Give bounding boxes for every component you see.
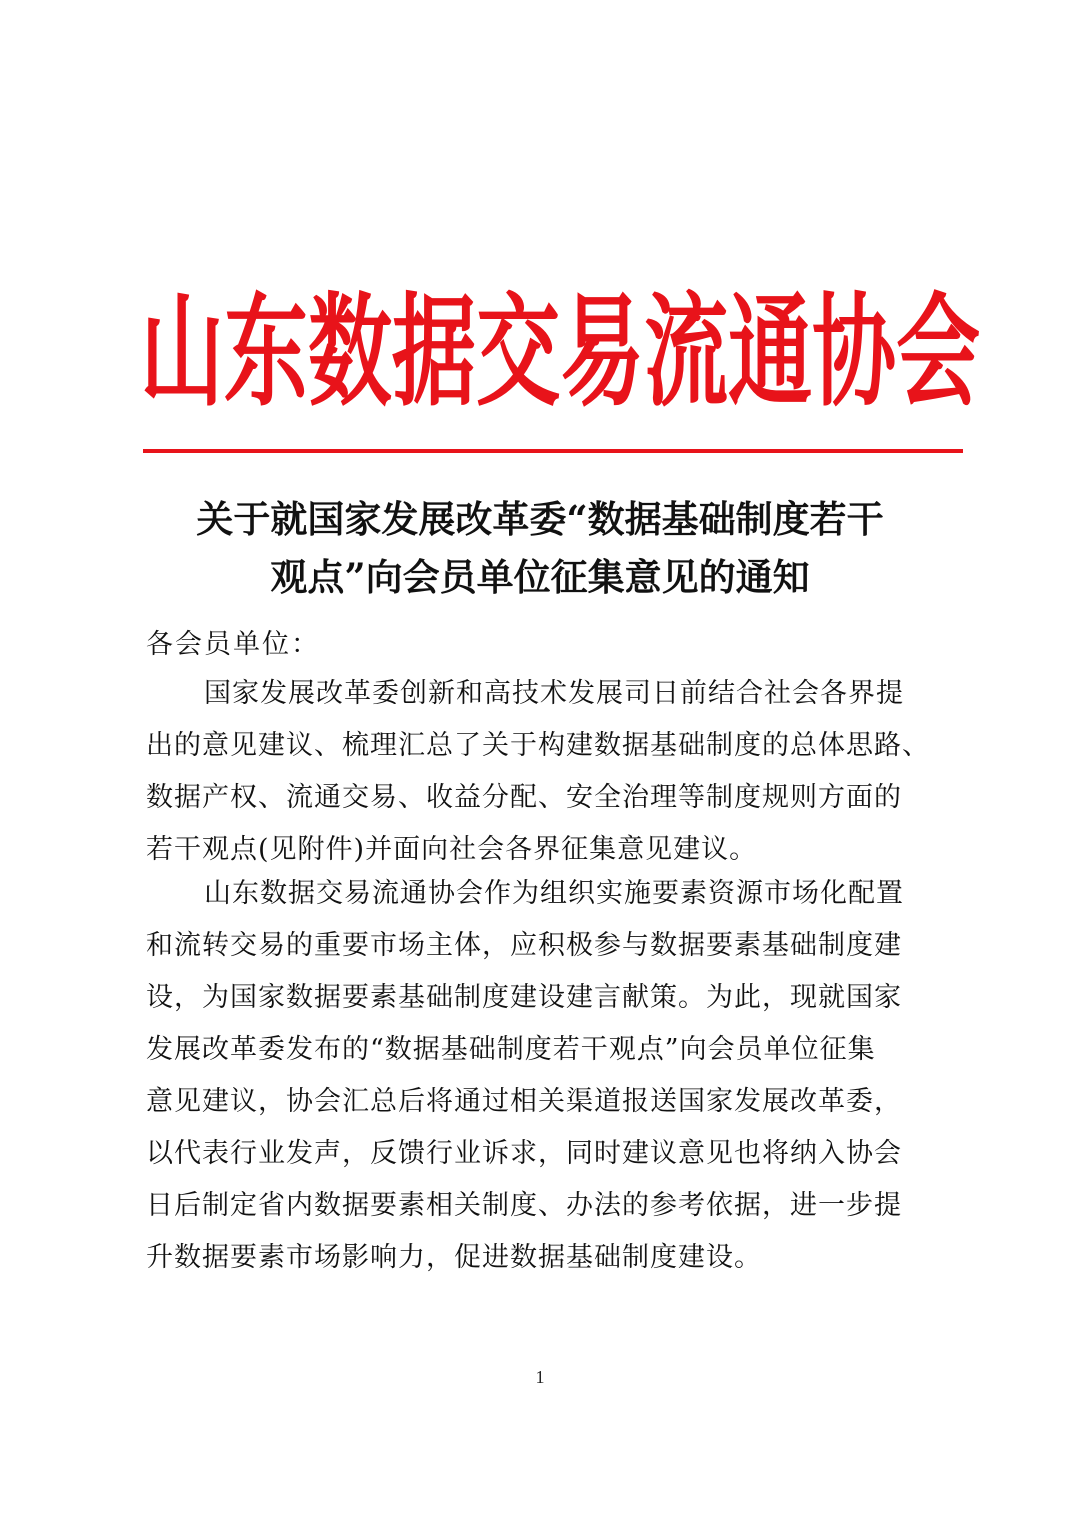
- body-paragraph-2: [146, 868, 946, 1284]
- masthead-char: 会: [896, 280, 981, 424]
- paragraph-line: 设，为国家数据要素基础制度建设建言献策。为此，现就国家: [146, 982, 902, 1013]
- salutation: 各会员单位：: [146, 629, 320, 660]
- paragraph-line: 意见建议，协会汇总后将通过相关渠道报送国家发展改革委，: [146, 1086, 902, 1117]
- body-paragraph-1: [146, 668, 946, 876]
- paragraph-line: 发展改革委发布的“数据基础制度若干观点”向会员单位征集: [146, 1034, 876, 1065]
- paragraph-line: 若干观点(见附件)并面向社会各界征集意见建议。: [146, 834, 758, 865]
- paragraph-line: 国家发展改革委创新和高技术发展司日前结合社会各界提: [204, 678, 904, 709]
- masthead-char: 据: [392, 280, 477, 424]
- paragraph-line: 数据产权、流通交易、收益分配、安全治理等制度规则方面的: [146, 782, 902, 813]
- red-divider-line: [143, 449, 963, 453]
- page-number: 1: [535, 1367, 545, 1387]
- paragraph-line: 山东数据交易流通协会作为组织实施要素资源市场化配置: [204, 878, 904, 909]
- document-title: [140, 490, 940, 606]
- masthead-char: 流: [644, 280, 729, 424]
- masthead-char: 易: [560, 280, 645, 424]
- masthead-char: 交: [476, 280, 561, 424]
- paragraph-line: 和流转交易的重要市场主体，应积极参与数据要素基础制度建: [146, 930, 902, 961]
- masthead-organization-name: [140, 280, 981, 424]
- paragraph-line: 日后制定省内数据要素相关制度、办法的参考依据，进一步提: [146, 1190, 902, 1221]
- masthead-char: 数: [308, 280, 393, 424]
- paragraph-line: 升数据要素市场影响力，促进数据基础制度建设。: [146, 1242, 762, 1273]
- masthead-char: 协: [812, 280, 897, 424]
- masthead-char: 通: [728, 280, 813, 424]
- paragraph-line: 以代表行业发声，反馈行业诉求，同时建议意见也将纳入协会: [146, 1138, 902, 1169]
- document-title-line-2: 观点”向会员单位征集意见的通知: [270, 555, 810, 599]
- masthead-char: 东: [224, 280, 309, 424]
- masthead-char: 山: [140, 280, 225, 424]
- paragraph-line: 出的意见建议、梳理汇总了关于构建数据基础制度的总体思路、: [146, 730, 930, 761]
- document-title-line-1: 关于就国家发展改革委“数据基础制度若干: [196, 497, 884, 541]
